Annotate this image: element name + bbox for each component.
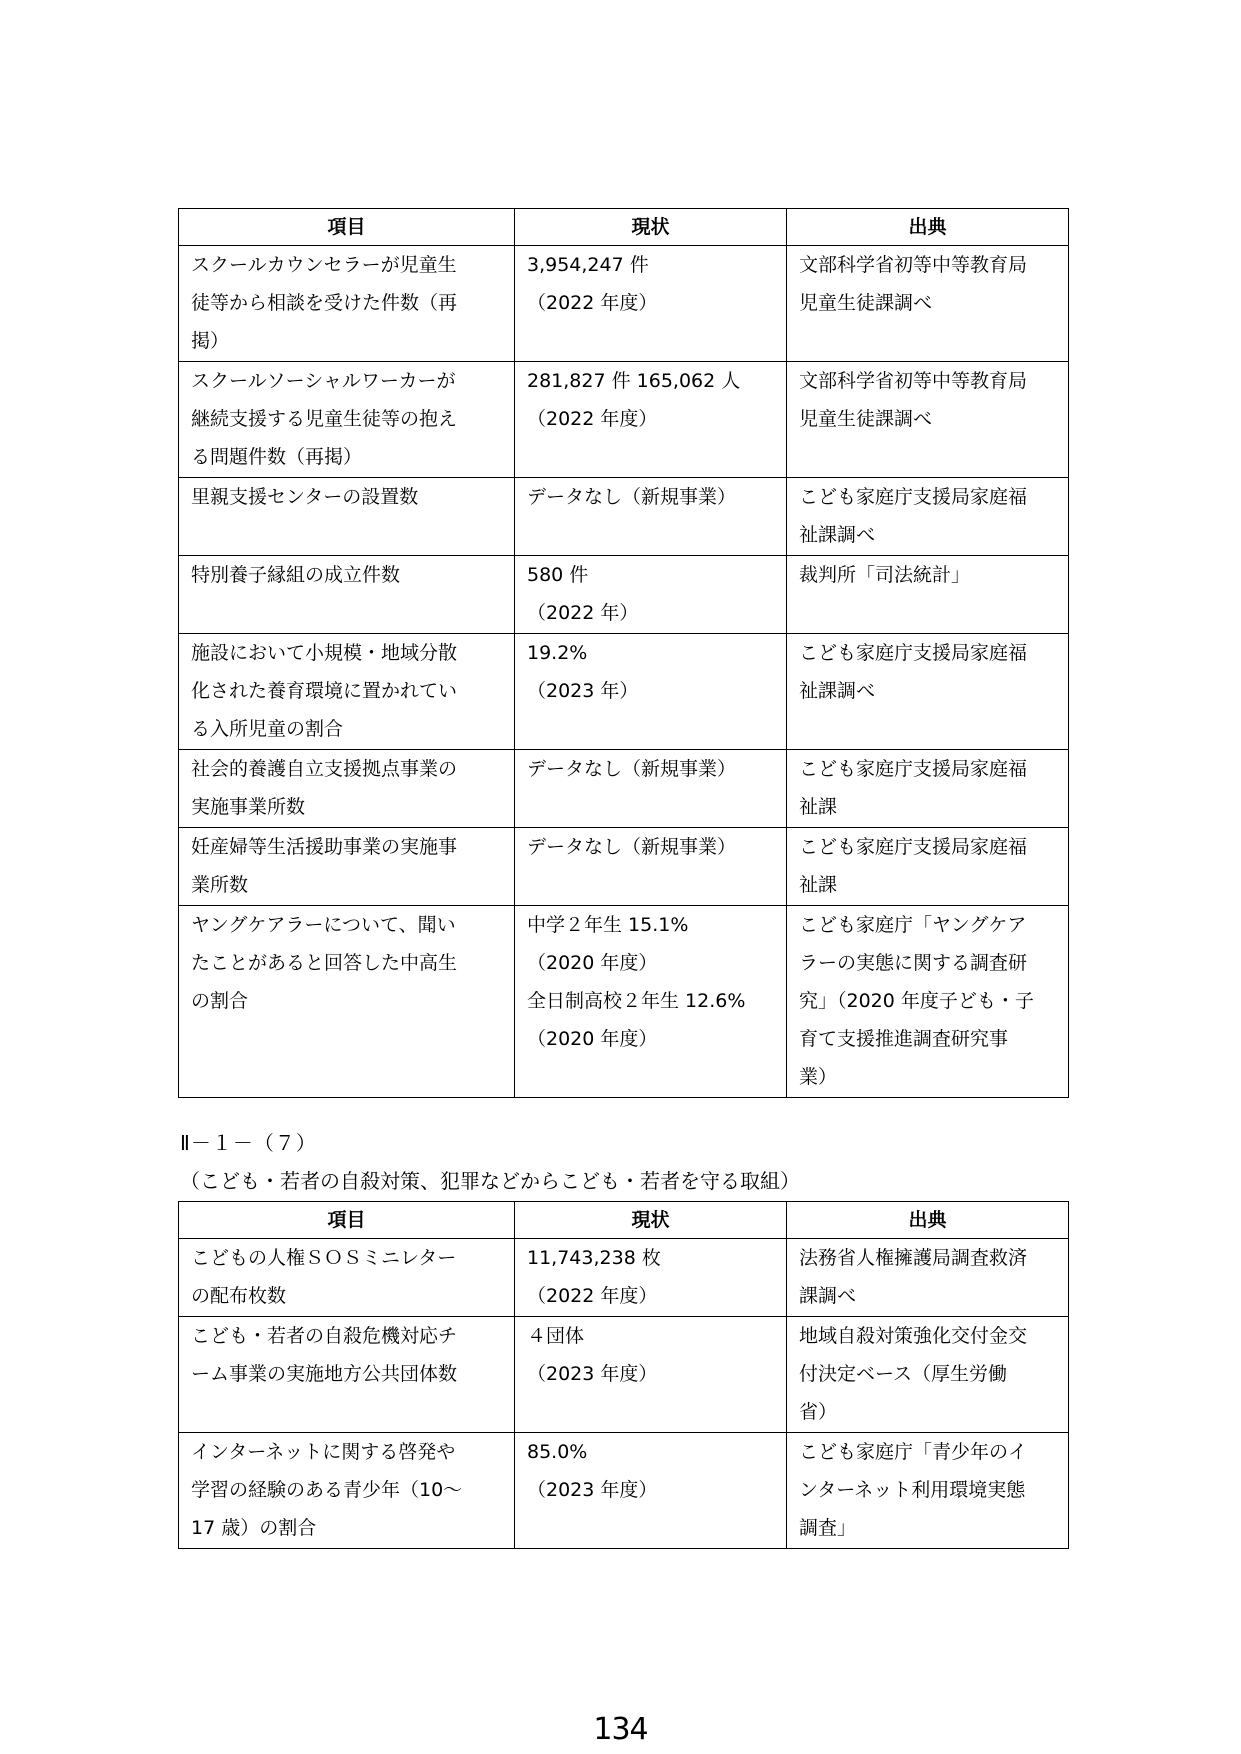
cell-text-line: 85.0%: [527, 1441, 588, 1463]
cell-status: [515, 1239, 787, 1317]
cell-text-line: 祉課: [799, 874, 838, 896]
cell-text-line: （2022 年）: [527, 602, 639, 624]
cell-text-line: 281,827 件 165,062 人: [527, 370, 741, 392]
cell-item: [179, 750, 515, 828]
cell-text-line: ーム事業の実施地方公共団体数: [191, 1363, 458, 1385]
cell-text-line: 実施事業所数: [191, 796, 306, 818]
cell-item: [179, 478, 515, 556]
cell-text-line: 祉課調べ: [799, 680, 876, 702]
cell-text-line: 調査」: [799, 1517, 857, 1539]
cell-source: [787, 828, 1069, 906]
cell-text-line: （2022 年度）: [527, 408, 658, 430]
cell-text-line: たことがあると回答した中高生: [191, 952, 458, 974]
cell-text-line: ヤングケアラーについて、聞い: [191, 914, 456, 936]
cell-text-line: 17 歳）の割合: [191, 1517, 317, 1539]
cell-text-line: 育て支援推進調査研究事: [799, 1028, 1009, 1050]
cell-source: [787, 1239, 1069, 1317]
cell-text-line: こども家庭庁支援局家庭福: [799, 486, 1028, 508]
table-header-row: [179, 1202, 1069, 1239]
cell-text-line: 学習の経験のある青少年（10～: [191, 1479, 463, 1501]
cell-text-line: 徒等から相談を受けた件数（再: [191, 292, 458, 314]
cell-text-line: 社会的養護自立支援拠点事業の: [191, 758, 458, 780]
cell-source: [787, 246, 1069, 362]
cell-text-line: 580 件: [527, 564, 589, 586]
column-header-item: 項目: [179, 1202, 515, 1239]
cell-text-line: 里親支援センターの設置数: [191, 486, 419, 508]
cell-item: [179, 634, 515, 750]
data-table-2: [178, 1201, 1069, 1549]
table-body: [179, 246, 1069, 1098]
column-header-source: 出典: [787, 209, 1069, 246]
cell-status: [515, 750, 787, 828]
cell-source: [787, 906, 1069, 1098]
table-body: [179, 1239, 1069, 1549]
cell-text-line: 文部科学省初等中等教育局: [799, 370, 1028, 392]
cell-source: [787, 1317, 1069, 1433]
cell-text-line: 化された養育環境に置かれてい: [191, 680, 458, 702]
cell-text-line: データなし（新規事業）: [527, 486, 737, 508]
cell-text-line: 中学２年生 15.1%: [527, 914, 689, 936]
cell-source: [787, 362, 1069, 478]
cell-source: [787, 634, 1069, 750]
cell-text-line: こども家庭庁「ヤングケア: [799, 914, 1027, 936]
cell-text-line: 業）: [799, 1066, 838, 1088]
cell-text-line: スクールソーシャルワーカーが: [191, 370, 456, 392]
cell-status: [515, 1317, 787, 1433]
cell-text-line: る入所児童の割合: [191, 718, 344, 740]
cell-text-line: こどもの人権ＳＯＳミニレター: [191, 1247, 457, 1269]
table-header-row: [179, 209, 1069, 246]
cell-status: [515, 906, 787, 1098]
cell-status: [515, 246, 787, 362]
cell-text-line: ラーの実態に関する調査研: [799, 952, 1028, 974]
table-row: [179, 906, 1069, 1098]
cell-text-line: 省）: [799, 1401, 838, 1423]
cell-item: [179, 246, 515, 362]
table-row: [179, 750, 1069, 828]
cell-text-line: （2020 年度）: [527, 1028, 658, 1050]
table-row: [179, 828, 1069, 906]
cell-item: [179, 906, 515, 1098]
cell-text-line: 掲）: [191, 330, 230, 352]
column-header-status: 現状: [515, 209, 787, 246]
cell-text-line: 妊産婦等生活援助事業の実施事: [191, 836, 458, 858]
cell-text-line: 3,954,247 件: [527, 254, 649, 276]
cell-text-line: 児童生徒課調べ: [799, 292, 933, 314]
cell-text-line: ４団体: [527, 1325, 585, 1347]
cell-status: [515, 556, 787, 634]
cell-text-line: 課調べ: [799, 1285, 857, 1307]
cell-item: [179, 1239, 515, 1317]
cell-status: [515, 828, 787, 906]
cell-text-line: 祉課調べ: [799, 524, 876, 546]
column-header-item: 項目: [179, 209, 515, 246]
cell-text-line: 施設において小規模・地域分散: [191, 642, 458, 664]
cell-text-line: ンターネット利用環境実態: [799, 1479, 1026, 1501]
cell-text-line: の割合: [191, 990, 249, 1012]
cell-text-line: 11,743,238 枚: [527, 1247, 661, 1269]
cell-text-line: こども家庭庁「青少年のイ: [799, 1441, 1028, 1463]
cell-text-line: （2022 年度）: [527, 292, 658, 314]
cell-status: [515, 478, 787, 556]
cell-text-line: 法務省人権擁護局調査救済: [799, 1247, 1028, 1269]
cell-text-line: 特別養子縁組の成立件数: [191, 564, 401, 586]
cell-text-line: インターネットに関する啓発や: [191, 1441, 456, 1463]
cell-status: [515, 1433, 787, 1549]
page-number: 134: [593, 1712, 648, 1747]
cell-text-line: （2023 年度）: [527, 1479, 658, 1501]
cell-source: [787, 1433, 1069, 1549]
cell-source: [787, 478, 1069, 556]
table-row: [179, 556, 1069, 634]
cell-text-line: こども家庭庁支援局家庭福: [799, 758, 1028, 780]
cell-text-line: 継続支援する児童生徒等の抱え: [191, 408, 458, 430]
cell-text-line: データなし（新規事業）: [527, 758, 737, 780]
cell-text-line: スクールカウンセラーが児童生: [191, 254, 457, 276]
cell-text-line: （2022 年度）: [527, 1285, 658, 1307]
cell-text-line: の配布枚数: [191, 1285, 287, 1307]
cell-item: [179, 828, 515, 906]
cell-text-line: 究」（2020 年度子ども・子: [799, 990, 1034, 1012]
cell-item: [179, 556, 515, 634]
cell-text-line: 児童生徒課調べ: [799, 408, 933, 430]
cell-text-line: 付決定ベース（厚生労働: [799, 1363, 1008, 1385]
cell-text-line: 業所数: [191, 874, 249, 896]
cell-text-line: る問題件数（再掲）: [191, 446, 363, 468]
cell-text-line: 19.2%: [527, 642, 588, 664]
cell-text-line: 祉課: [799, 796, 838, 818]
section-subtitle: （こども・若者の自殺対策、犯罪などからこども・若者を守る取組）: [180, 1169, 800, 1193]
table-row: [179, 1433, 1069, 1549]
cell-item: [179, 1317, 515, 1433]
cell-text-line: データなし（新規事業）: [527, 836, 737, 858]
cell-item: [179, 1433, 515, 1549]
cell-status: [515, 362, 787, 478]
table-row: [179, 1317, 1069, 1433]
table-row: [179, 246, 1069, 362]
table-row: [179, 362, 1069, 478]
cell-source: [787, 750, 1069, 828]
cell-text-line: 地域自殺対策強化交付金交: [799, 1325, 1028, 1347]
cell-status: [515, 634, 787, 750]
cell-text-line: こども・若者の自殺危機対応チ: [191, 1325, 458, 1347]
table-row: [179, 634, 1069, 750]
cell-text-line: （2023 年度）: [527, 1363, 658, 1385]
cell-item: [179, 362, 515, 478]
table-row: [179, 1239, 1069, 1317]
column-header-status: 現状: [515, 1202, 787, 1239]
cell-source: [787, 556, 1069, 634]
cell-text-line: 全日制高校２年生 12.6%: [527, 990, 746, 1012]
section-number: Ⅱ－１－（７）: [180, 1131, 317, 1155]
table-row: [179, 478, 1069, 556]
cell-text-line: （2023 年）: [527, 680, 639, 702]
cell-text-line: （2020 年度）: [527, 952, 658, 974]
cell-text-line: こども家庭庁支援局家庭福: [799, 642, 1028, 664]
cell-text-line: 裁判所「司法統計」: [799, 564, 971, 586]
cell-text-line: こども家庭庁支援局家庭福: [799, 836, 1028, 858]
cell-text-line: 文部科学省初等中等教育局: [799, 254, 1028, 276]
column-header-source: 出典: [787, 1202, 1069, 1239]
data-table-1: [178, 208, 1069, 1098]
